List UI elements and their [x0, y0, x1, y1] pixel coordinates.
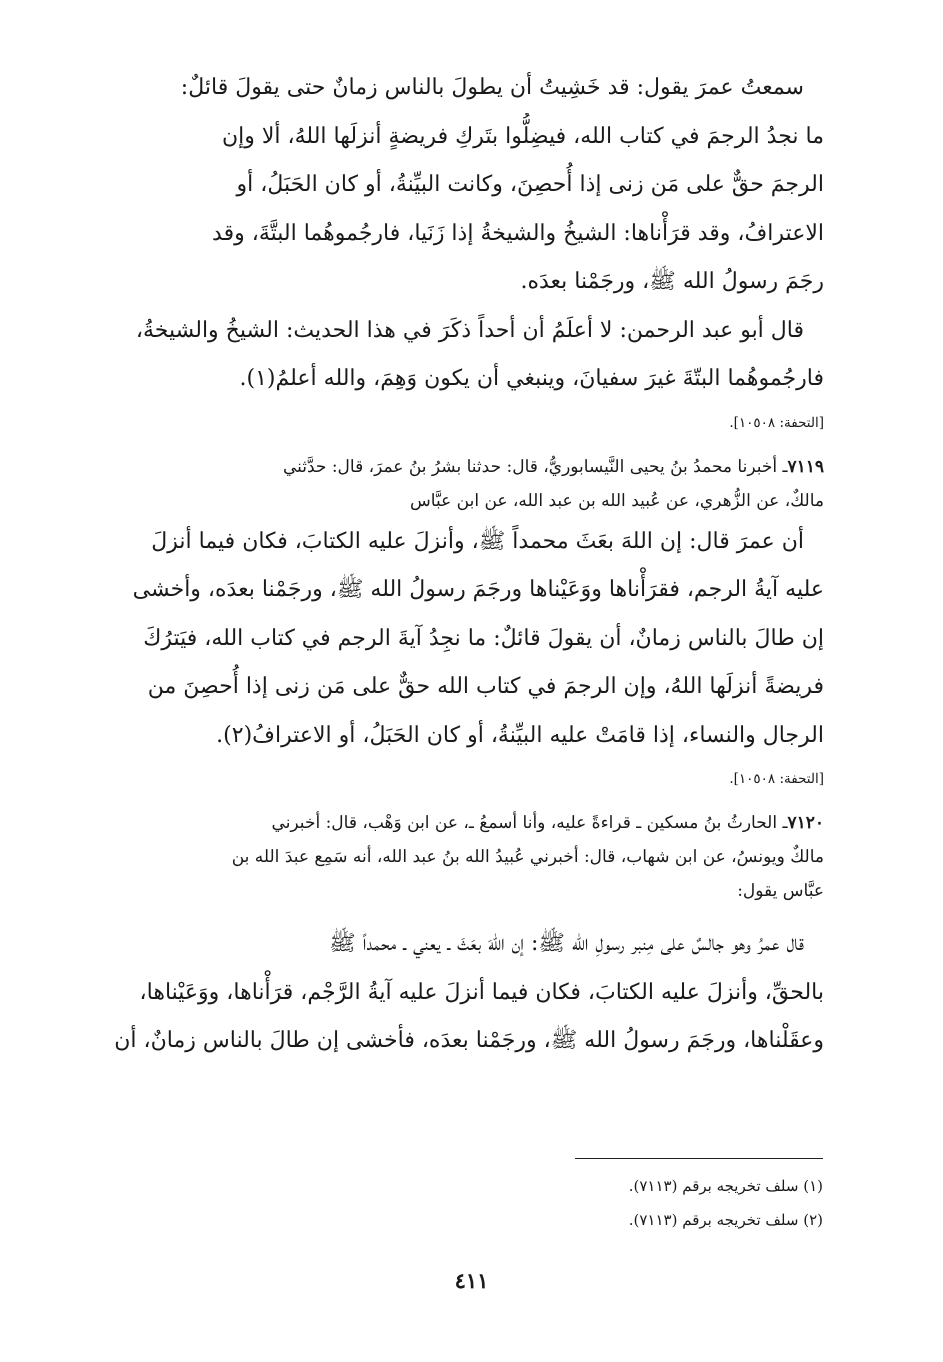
page-number: ٤١١	[454, 1268, 489, 1293]
text-line: ما نجدُ الرجمَ في كتاب الله، فيضِلُّوا بتَركِ فريضةٍ أنزلَها اللهُ، ألا وإن	[222, 123, 824, 149]
text-line: الاعترافُ، وقد قرَأْناها: الشيخُ والشيخةُ إذا زَنَيا، فارجُموهُما البتَّةَ، وقد	[212, 220, 824, 246]
text-line: أن عمرَ قال: إن اللهَ بعَثَ محمداً ﷺ، وأنزلَ عليه الكتابَ، فكان فيما أنزلَ	[151, 528, 804, 554]
page-body	[112, 64, 824, 1066]
footnotes	[575, 1158, 823, 1237]
hadith-7120	[112, 806, 824, 1066]
hadith-7119	[112, 450, 824, 761]
isnad-line: مالكٌ ويونسُ، عن ابن شهاب، قال: أخبرني عُبيدُ الله بنُ عبد الله، أنه سَمِع عبدَ الله بن	[231, 847, 824, 867]
text-line: رجَمَ رسولُ الله ﷺ، ورجَمْنا بعدَه.	[520, 269, 824, 294]
footnote-divider	[575, 1158, 823, 1159]
footnote: (٢) سلف تخريجه برقم (٧١١٣).	[628, 1211, 823, 1229]
text-line: الرجال والنساء، إذا قامَتْ عليه البيِّنةُ، أو كان الحَبَلُ، أو الاعترافُ(٢).	[216, 722, 824, 748]
text-line: سمعتُ عمرَ يقول: قد خَشِيتُ أن يطولَ بالناس زمانٌ حتى يقولَ قائلٌ:	[180, 75, 804, 100]
isnad-text: ـ الحارثُ بنُ مسكين ـ قراءةً عليه، وأنا أسمعُ ـ، عن ابن وَهْب، قال: أخبرني	[271, 813, 788, 833]
text-block-umar-saying	[112, 64, 824, 307]
isnad-line	[112, 806, 824, 840]
isnad-line: مالكٌ، عن الزُّهري، عن عُبيد الله بن عبد الله، عن ابن عبَّاس	[410, 490, 824, 511]
text-line: قال أبو عبد الرحمن: لا أعلَمُ أن أحداً ذكَرَ في هذا الحديث: الشيخُ والشيخةُ،	[135, 317, 804, 343]
text-line: الرجمَ حقٌّ على مَن زنى إذا أُحصِنَ، وكانت البيِّنةُ، أو كان الحَبَلُ، أو	[236, 172, 824, 197]
text-line: إن طالَ بالناس زمانٌ، أن يقولَ قائلٌ: ما نجِدُ آيةَ الرجم في كتاب الله، فيَترُكَ	[143, 625, 824, 651]
hadith-number: ٧١٢٠	[787, 813, 824, 833]
isnad-line: عبَّاس يقول:	[737, 881, 824, 901]
text-line: وعقَلْناها، ورجَمَ رسولُ الله ﷺ، ورجَمْنا بعدَه، فأخشى إن طالَ بالناس زمانٌ، أن	[114, 1028, 824, 1053]
isnad-text: ـ أخبرنا محمدُ بنُ يحيى النَّيسابوريُّ، قال: حدثنا بشرُ بنُ عمرَ، قال: حدَّثني	[282, 456, 788, 477]
text-line: فريضةً أنزلَها اللهُ، وإن الرجمَ في كتاب الله حقٌّ على مَن زنى إذا أُحصِنَ من	[147, 674, 824, 699]
text-line: قال عمرُ وهو جالسٌ على مِنبر رسولِ الله ﷺ: إن اللهَ بعَثَ ـ يعني ـ محمداً ﷺ	[329, 931, 804, 956]
text-block-author-comment	[112, 307, 824, 404]
text-line: عليه آيةُ الرجم، فقرَأْناها ووَعَيْناها ورجَمَ رسولُ الله ﷺ، ورجَمْنا بعدَه، وأخشى	[132, 577, 824, 602]
isnad-line	[112, 450, 824, 484]
hadith-number: ٧١١٩	[787, 456, 824, 477]
text-line: بالحقِّ، وأنزلَ عليه الكتابَ، فكان فيما أنزلَ عليه آيةُ الرَّجْم، قرَأْناها، ووَعَيْناها،	[139, 979, 824, 1005]
footnote: (١) سلف تخريجه برقم (٧١١٣).	[628, 1177, 823, 1195]
spacer	[112, 908, 824, 920]
text-line: فارجُموهُما البتّةَ غيرَ سفيانَ، وينبغي أن يكون وَهِمَ، والله أعلمُ(١).	[239, 366, 824, 391]
tuhfa-reference: [التحفة: ١٠٥٠٨].	[729, 771, 824, 787]
tuhfa-reference: [التحفة: ١٠٥٠٨].	[729, 414, 824, 431]
